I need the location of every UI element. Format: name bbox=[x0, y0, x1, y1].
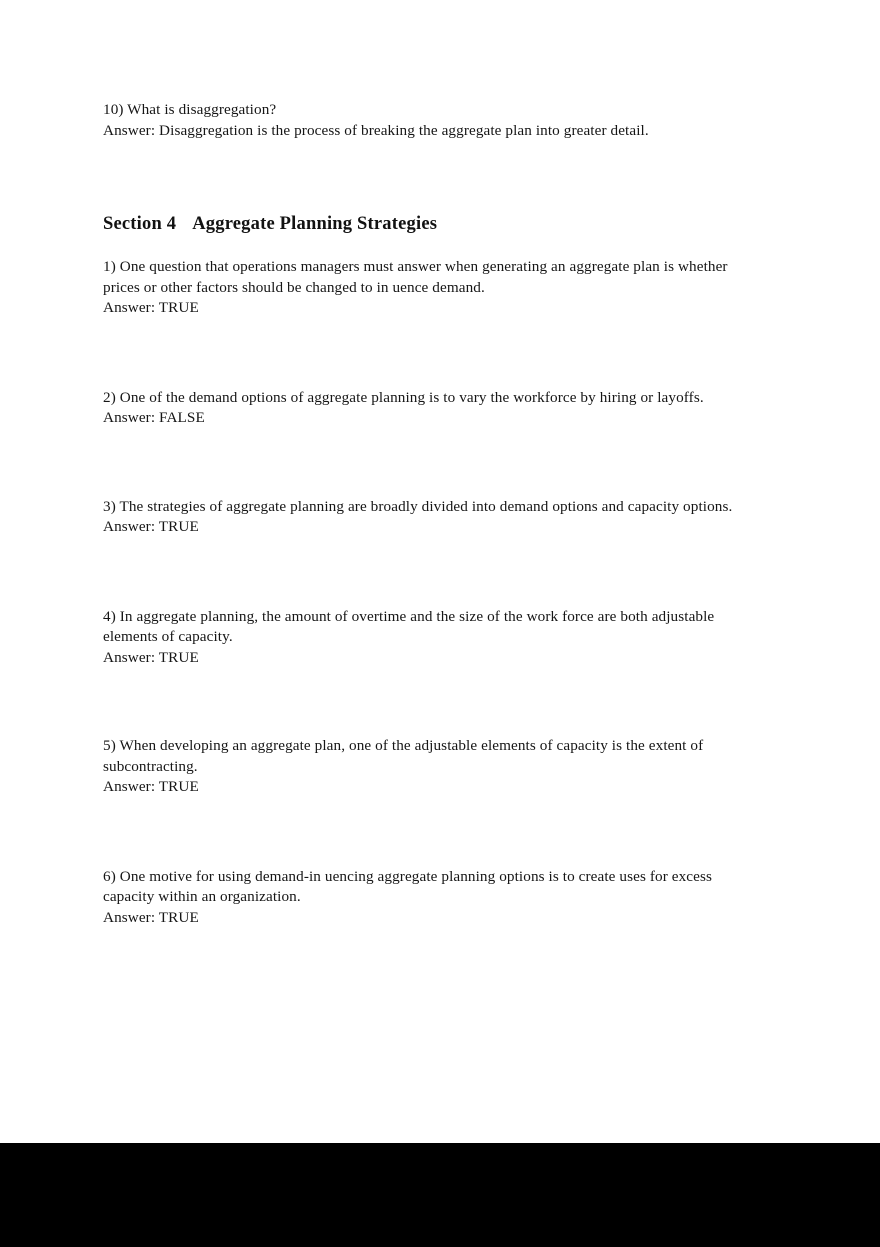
section-heading bbox=[103, 212, 783, 236]
document-content bbox=[103, 100, 783, 928]
answer-text: Answer: TRUE bbox=[103, 908, 199, 926]
question-text-line1: 2) One of the demand options of aggregate planning is to vary the workforce by hiring or layoffs. bbox=[103, 388, 704, 406]
question-text-line1: 1) One question that operations managers must answer when generating an aggregate plan is whether bbox=[103, 258, 728, 275]
page-footer-bar bbox=[0, 1143, 880, 1247]
qa-item-5 bbox=[103, 736, 783, 798]
question-text: 10) What is disaggregation? bbox=[103, 101, 277, 118]
qa-item-1 bbox=[103, 257, 783, 319]
question-text-line2: subcontracting. bbox=[103, 757, 198, 775]
section-title: Aggregate Planning Strategies bbox=[192, 214, 438, 234]
spacer bbox=[103, 429, 783, 497]
qa-item-10 bbox=[103, 100, 783, 141]
spacer bbox=[103, 668, 783, 736]
question-text-line2: capacity within an organization. bbox=[103, 888, 301, 905]
question-text-line1: 3) The strategies of aggregate planning are broadly divided into demand options and capacity options. bbox=[103, 497, 733, 515]
question-text-line1: 5) When developing an aggregate plan, one of the adjustable elements of capacity is the extent of bbox=[103, 737, 704, 754]
answer-text: Answer: Disaggregation is the process of breaking the aggregate plan into greater detail. bbox=[103, 121, 649, 139]
question-text-line1: 4) In aggregate planning, the amount of overtime and the size of the work force are both adjustable bbox=[103, 607, 715, 625]
spacer bbox=[103, 319, 783, 388]
qa-item-6 bbox=[103, 867, 783, 929]
question-text-line1: 6) One motive for using demand-in uencing aggregate planning options is to create uses for excess bbox=[103, 867, 713, 885]
spacer bbox=[103, 798, 783, 867]
qa-item-2 bbox=[103, 388, 783, 429]
spacer bbox=[103, 141, 783, 212]
qa-item-4 bbox=[103, 607, 783, 669]
answer-text: Answer: TRUE bbox=[103, 299, 199, 316]
section-label: Section 4 bbox=[103, 214, 177, 234]
qa-item-3 bbox=[103, 497, 783, 538]
question-text-line2: elements of capacity. bbox=[103, 628, 233, 645]
answer-text: Answer: TRUE bbox=[103, 648, 199, 666]
answer-text: Answer: TRUE bbox=[103, 518, 199, 535]
question-text-line2: prices or other factors should be changed to in uence demand. bbox=[103, 278, 485, 296]
spacer bbox=[103, 538, 783, 607]
answer-text: Answer: TRUE bbox=[103, 778, 199, 795]
answer-text: Answer: FALSE bbox=[103, 409, 205, 426]
spacer bbox=[103, 236, 783, 257]
